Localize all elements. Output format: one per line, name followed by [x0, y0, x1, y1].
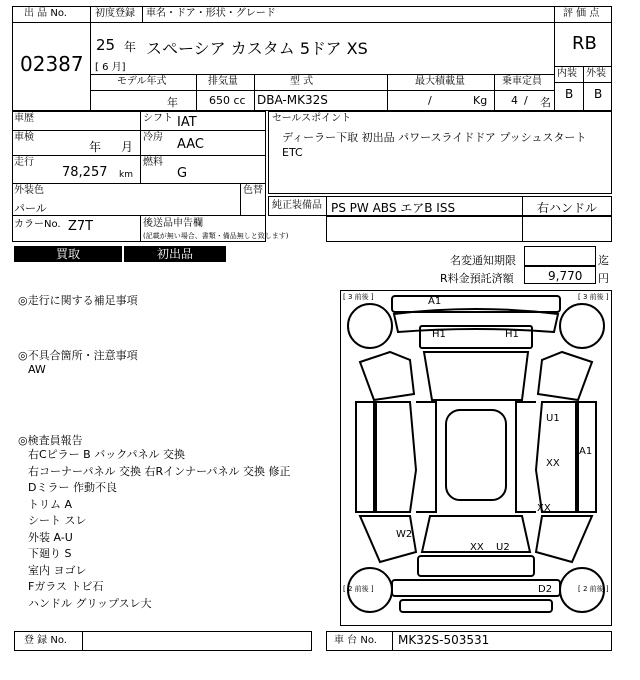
max-load-unit: Kg — [473, 94, 488, 107]
capacity-slash: / — [524, 94, 528, 107]
corner-bottom-left: [ 2 前後 ] — [343, 585, 374, 593]
ac-label: 冷房 — [143, 132, 163, 143]
wheel-front-left — [348, 304, 392, 348]
blank-row — [326, 216, 612, 242]
name-change-unit: 迄 — [598, 254, 609, 267]
left-doors — [376, 402, 416, 512]
displacement-value: 650 cc — [209, 94, 246, 107]
right-rear-quarter — [536, 516, 592, 562]
model-year-label: モデル年式 — [117, 76, 167, 87]
handle-value: 右ハンドル — [537, 201, 598, 215]
mark-a1-right: A1 — [579, 446, 593, 457]
equipment-value: PS PW ABS エアB ISS — [331, 201, 456, 215]
ac-value: AAC — [177, 137, 204, 152]
mileage-value: 78,257 — [62, 165, 108, 180]
name-change-label: 名変通知期限 — [450, 254, 516, 267]
max-load-label: 最大積載量 — [415, 76, 465, 87]
lot-number: 02387 — [20, 52, 84, 76]
car-name: スペーシア カスタム 5ドア XS — [146, 39, 368, 58]
left-front-fender — [360, 352, 414, 400]
inspector-report-line: トリム A — [28, 497, 73, 511]
chassis-no-value: MK32S-503531 — [398, 633, 490, 647]
right-body-side — [578, 402, 596, 512]
inspector-report-line: Dミラー 作動不良 — [28, 481, 117, 494]
left-body-side — [356, 402, 374, 512]
shift-value: IAT — [177, 115, 197, 130]
car-diagram-drawing — [340, 290, 612, 626]
model-year-unit: 年 — [167, 96, 178, 109]
lot-no-label: 出 品 No. — [24, 8, 67, 19]
left-cabin-lines — [416, 402, 436, 512]
capacity-label: 乗車定員 — [502, 76, 542, 87]
right-front-fender — [538, 352, 592, 400]
roof — [446, 410, 506, 500]
sales-point-label: セールスポイント — [272, 113, 352, 124]
post-doc-label: 後送品申告欄 — [143, 218, 203, 229]
inspection-month-unit: 月 — [121, 140, 134, 154]
windshield — [424, 352, 528, 400]
inspector-label: ◎検査員報告 — [18, 434, 83, 447]
post-doc-note: (記載が無い場合、書類・備品無しと致します) — [143, 232, 289, 240]
history-label: 車歴 — [14, 113, 34, 124]
first-listing-bar: 初出品 — [124, 246, 226, 262]
color-no-value: Z7T — [68, 219, 94, 234]
fuel-label: 燃料 — [143, 157, 163, 168]
interior-label: 内装 — [557, 68, 577, 79]
inspector-report-line: ハンドル グリップスレ大 — [28, 596, 152, 610]
right-cabin-lines — [516, 402, 536, 512]
fuel-value: G — [177, 166, 188, 181]
purchase-bar: 買取 — [14, 246, 122, 262]
inspector-report-line: 右コーナーパネル 交換 右Rインナーパネル 交換 修正 — [28, 464, 291, 478]
corner-top-right: [ 3 前後 ] — [578, 293, 609, 301]
recycle-value: 9,770 — [548, 269, 583, 283]
inspector-report-line: 右Cピラー B バックパネル 交換 — [28, 448, 186, 461]
max-load-slash: / — [428, 94, 432, 107]
corner-top-left: [ 3 前後 ] — [343, 293, 374, 301]
inspector-report-line: 室内 ヨゴレ — [28, 563, 87, 577]
sales-line-1: ディーラー下取 初出品 パワースライドドア プッシュスタート — [282, 131, 587, 144]
inspector-report-line: シート スレ — [28, 514, 87, 527]
mileage-unit: km — [119, 170, 133, 180]
inspector-report-line: 外装 A-U — [28, 530, 73, 544]
name-label: 車名・ドア・形状・グレード — [146, 8, 276, 19]
chassis-no-label: 車 台 No. — [334, 635, 377, 646]
mark-h1-right: H1 — [505, 329, 519, 340]
driving-notes-label: ◎走行に関する補足事項 — [18, 294, 138, 307]
mark-xx-right-2: XX — [537, 503, 551, 514]
ext-color-value: パール — [14, 202, 47, 215]
defects-label: ◎不具合箇所・注意事項 — [18, 349, 138, 362]
first-reg-label: 初度登録 — [95, 8, 135, 19]
equipment-label: 純正装備品 — [272, 200, 322, 211]
shift-label: シフト — [143, 113, 173, 124]
sales-line-2: ETC — [282, 146, 303, 159]
rear-bumper — [392, 580, 560, 596]
repaint-label: 色替 — [243, 185, 263, 196]
capacity-value: 4 — [511, 94, 518, 107]
name-change-box — [524, 246, 596, 266]
inspection-year-unit: 年 — [89, 140, 102, 154]
wheel-front-right — [560, 304, 604, 348]
inspector-report-line: 下廻り S — [28, 547, 72, 560]
inspection-label: 車検 — [14, 132, 34, 143]
mark-w2: W2 — [396, 529, 413, 540]
color-no-label: カラーNo. — [14, 219, 61, 230]
inspector-report-line: Fガラス トビ石 — [28, 580, 104, 593]
displacement-label: 排気量 — [208, 76, 238, 87]
first-reg-month: [ 6 月] — [95, 62, 126, 73]
mark-a1-top: A1 — [428, 296, 442, 307]
eval-score: RB — [572, 33, 597, 54]
exterior-grade: B — [594, 87, 603, 101]
exterior-label: 外装 — [586, 68, 606, 79]
reg-no-label: 登 録 No. — [24, 635, 67, 646]
mark-d2: D2 — [538, 584, 553, 595]
defects-value: AW — [28, 363, 46, 376]
mark-xx-right-1: XX — [546, 458, 560, 469]
type-value: DBA-MK32S — [257, 93, 328, 107]
rear-lower-bumper — [400, 600, 552, 612]
corner-bottom-right: [ 2 前後 ] — [578, 585, 609, 593]
first-reg-year: 25 — [96, 36, 116, 54]
back-door — [418, 556, 534, 576]
eval-label: 評 価 点 — [563, 8, 600, 19]
mark-xx-bottom: XX — [470, 542, 484, 553]
inspector-report-list — [28, 447, 291, 612]
mark-u1: U1 — [546, 413, 560, 424]
year-unit: 年 — [124, 40, 137, 54]
ext-color-label: 外装色 — [14, 185, 44, 196]
recycle-label: R料金預託済額 — [440, 272, 514, 285]
interior-grade: B — [565, 87, 574, 101]
type-label: 型 式 — [290, 76, 314, 87]
mark-h1-left: H1 — [432, 329, 446, 340]
recycle-unit: 円 — [598, 272, 609, 285]
capacity-unit: 名 — [540, 96, 551, 109]
mark-u2: U2 — [496, 542, 510, 553]
mileage-label: 走行 — [14, 157, 34, 168]
